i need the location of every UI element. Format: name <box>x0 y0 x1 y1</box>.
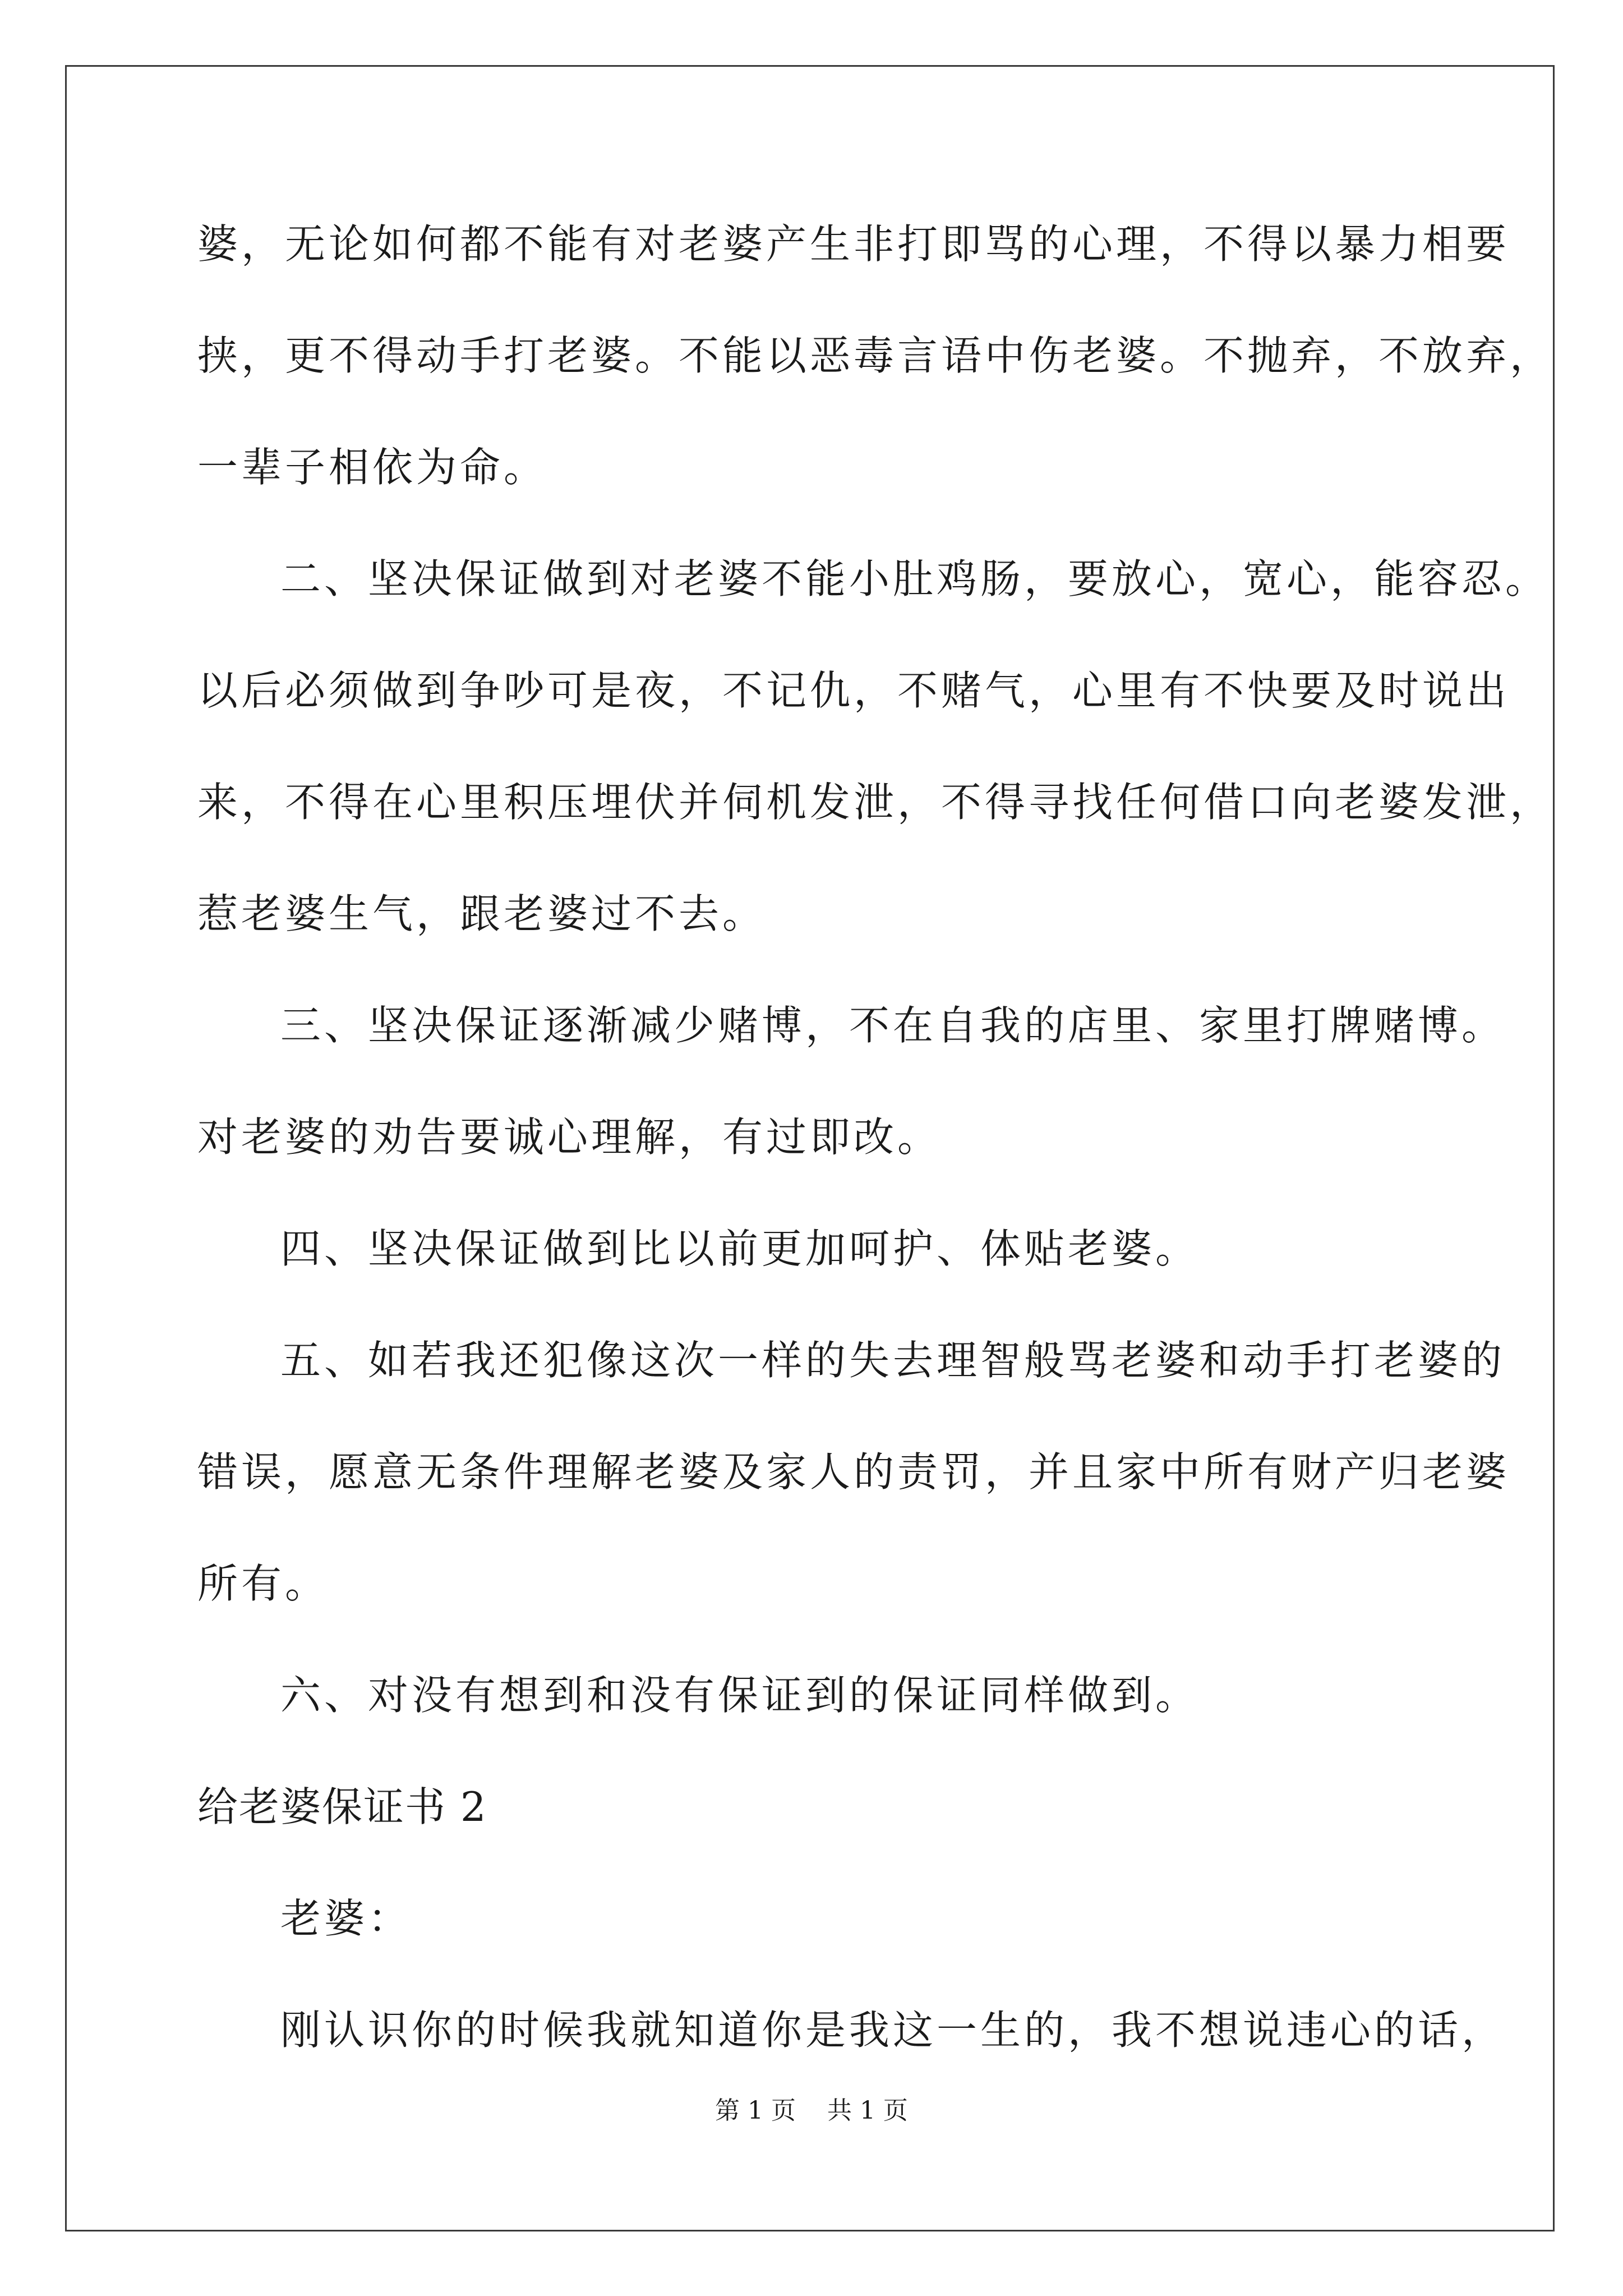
clause-two-line: 二、坚决保证做到对老婆不能小肚鸡肠，要放心，宽心，能容忍。 <box>280 555 1550 602</box>
section-heading: 给老婆保证书 2 <box>197 1783 487 1830</box>
clause-six-line: 六、对没有想到和没有保证到的保证同样做到。 <box>280 1672 1200 1719</box>
body-line: 刚认识你的时候我就知道你是我这一生的，我不想说违心的话， <box>280 2007 1506 2054</box>
body-line: 惹老婆生气，跟老婆过不去。 <box>197 890 767 937</box>
body-line: 来，不得在心里积压埋伏并伺机发泄，不得寻找任何借口向老婆发泄， <box>197 779 1554 826</box>
body-line: 一辈子相依为命。 <box>197 444 548 491</box>
body-line: 对老婆的劝告要诚心理解，有过即改。 <box>197 1114 942 1161</box>
body-line: 错误，愿意无条件理解老婆及家人的责罚，并且家中所有财产归老婆 <box>197 1448 1510 1496</box>
body-line: 婆，无论如何都不能有对老婆产生非打即骂的心理，不得以暴力相要 <box>197 220 1510 268</box>
body-line: 所有。 <box>197 1560 329 1607</box>
salutation: 老婆： <box>280 1895 412 1942</box>
body-line: 以后必须做到争吵可是夜，不记仇，不赌气，心里有不快要及时说出 <box>197 667 1510 714</box>
body-line: 挟，更不得动手打老婆。不能以恶毒言语中伤老婆。不抛弃，不放弃， <box>197 332 1554 379</box>
clause-four-line: 四、坚决保证做到比以前更加呵护、体贴老婆。 <box>280 1225 1200 1272</box>
clause-five-line: 五、如若我还犯像这次一样的失去理智般骂老婆和动手打老婆的 <box>280 1337 1506 1384</box>
clause-three-line: 三、坚决保证逐渐减少赌博，不在自我的店里、家里打牌赌博。 <box>280 1002 1506 1049</box>
page-number-footer: 第 1 页 共 1 页 <box>715 2096 908 2125</box>
